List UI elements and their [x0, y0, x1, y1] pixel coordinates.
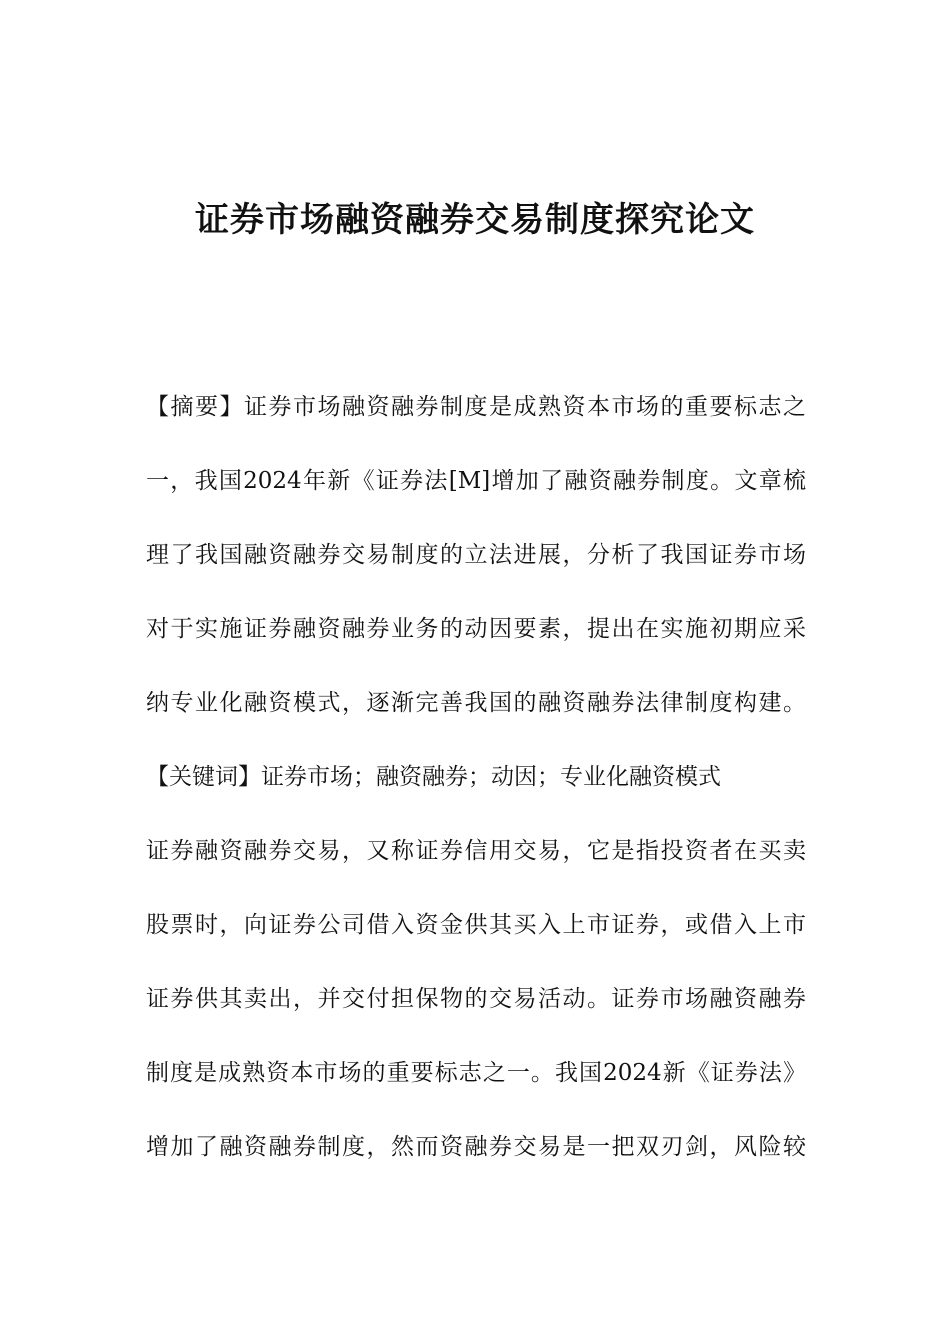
- abstract-line: 对于实施证券融资融券业务的动因要素，提出在实施初期应采: [146, 616, 806, 642]
- abstract-line: 纳专业化融资模式，逐渐完善我国的融资融券法律制度构建。: [146, 690, 806, 716]
- abstract-line: 一，我国2024年新《证券法[M]增加了融资融券制度。文章梳: [146, 468, 806, 494]
- paragraph-line: 股票时，向证券公司借入资金供其买入上市证券，或借入上市: [146, 912, 806, 938]
- paragraph-line: 增加了融资融券制度，然而资融券交易是一把双刃剑，风险较: [146, 1134, 806, 1160]
- paragraph-line: 证券融资融券交易，又称证券信用交易，它是指投资者在买卖: [146, 838, 806, 864]
- keywords-line: 【关键词】证券市场；融资融券；动因；专业化融资模式: [146, 764, 721, 790]
- document-title: 证券市场融资融券交易制度探究论文: [195, 200, 755, 240]
- abstract-line: 理了我国融资融券交易制度的立法进展，分析了我国证券市场: [146, 542, 806, 568]
- paragraph-line: 制度是成熟资本市场的重要标志之一。我国2024新《证券法》: [146, 1060, 806, 1086]
- paragraph-line: 证券供其卖出，并交付担保物的交易活动。证券市场融资融券: [146, 986, 806, 1012]
- abstract-line: 【摘要】证券市场融资融券制度是成熟资本市场的重要标志之: [146, 394, 806, 420]
- document-body: [146, 370, 806, 1184]
